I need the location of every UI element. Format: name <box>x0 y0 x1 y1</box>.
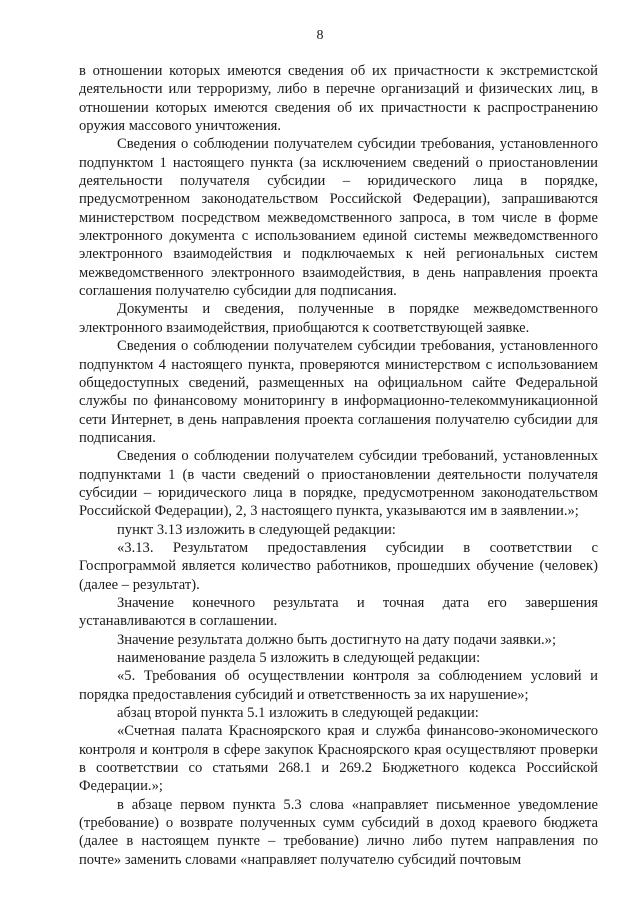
paragraph-info-in-application: Сведения о соблюдении получателем субсидии требований, установленных подпунктами 1 (в части сведений о приостановлении деятельности получателя субсидии – юридического лица в порядке, предусмотренном законодательством Российской Федерации), 2, 3 настоящего пункта, указываются им в заявлении.»; <box>79 448 598 520</box>
paragraph-amend-5-3: в абзаце первом пункта 5.3 слова «направляет письменное уведомление (требование) о возврате полученных сумм субсидий в доход краевого бюджета (далее в настоящем пункте – требование) лично либо путем направления по почте» заменить словами «направляет получателю субсидий почтовым <box>79 796 598 868</box>
page-number: 8 <box>316 28 324 43</box>
paragraph-amend-section-5: наименование раздела 5 изложить в следующей редакции: <box>117 650 481 666</box>
paragraph-rosfinmonitoring-check: Сведения о соблюдении получателем субсидии требования, установленного подпунктом 4 настоящего пункта, проверяются министерством с использованием общедоступных сведений, размещенных на официальном сайте Федеральной службы по финансовому мониторингу в информационно-телекоммуникационной сети Интернет, в день направления проекта соглашения получателю субсидии для подписания. <box>79 338 598 446</box>
paragraph-info-request: Сведения о соблюдении получателем субсидии требования, установленного подпунктом 1 настоящего пункта (за исключением сведений о приостановлении деятельности получателя субсидии – юридического лица в порядке, предусмотренном законодательством Российской Федерации), запрашиваются министерством посредством межведомственного запроса, в том числе в форме электронного документа с использованием единой системы межведомственного электронного взаимодействия и подключаемых к ней региональных систем межведомственного электронного взаимодействия, в день направления проекта соглашения получателю субсидии для подписания. <box>79 136 598 300</box>
document-body <box>79 62 598 869</box>
paragraph-amend-5-1: абзац второй пункта 5.1 изложить в следующей редакции: <box>117 705 479 722</box>
paragraph-continuation: в отношении которых имеются сведения об их причастности к экстремистской деятельности или терроризму, либо в перечне организаций и физических лиц, в отношении которых имеются сведения об их причастности к распространению оружия массового уничтожения. <box>79 63 598 135</box>
paragraph-3-13-result: «3.13. Результатом предоставления субсидии в соответствии с Госпрограммой является количество работников, прошедших обучение (человек) (далее – результат). <box>79 539 598 593</box>
paragraph-audit-chamber: «Счетная палата Красноярского края и служба финансово-экономического контроля и контроля в сфере закупок Красноярского края осуществляют проверки в соответствии со статьями 268.1 и 269.2 Бюджетного кодекса Российской Федерации.»; <box>79 723 598 795</box>
paragraph-result-value: Значение конечного результата и точная дата его завершения устанавливаются в соглашении. <box>79 594 598 630</box>
paragraph-section-5-title: «5. Требования об осуществлении контроля за соблюдением условий и порядка предоставления субсидий и ответственность за их нарушение»; <box>79 668 598 703</box>
paragraph-amend-3-13: пункт 3.13 изложить в следующей редакции: <box>117 521 396 538</box>
paragraph-documents-attached: Документы и сведения, полученные в порядке межведомственного электронного взаимодействия, приобщаются к соответствующей заявке. <box>79 301 598 336</box>
paragraph-result-deadline: Значение результата должно быть достигнуто на дату подачи заявки.»; <box>117 631 557 648</box>
